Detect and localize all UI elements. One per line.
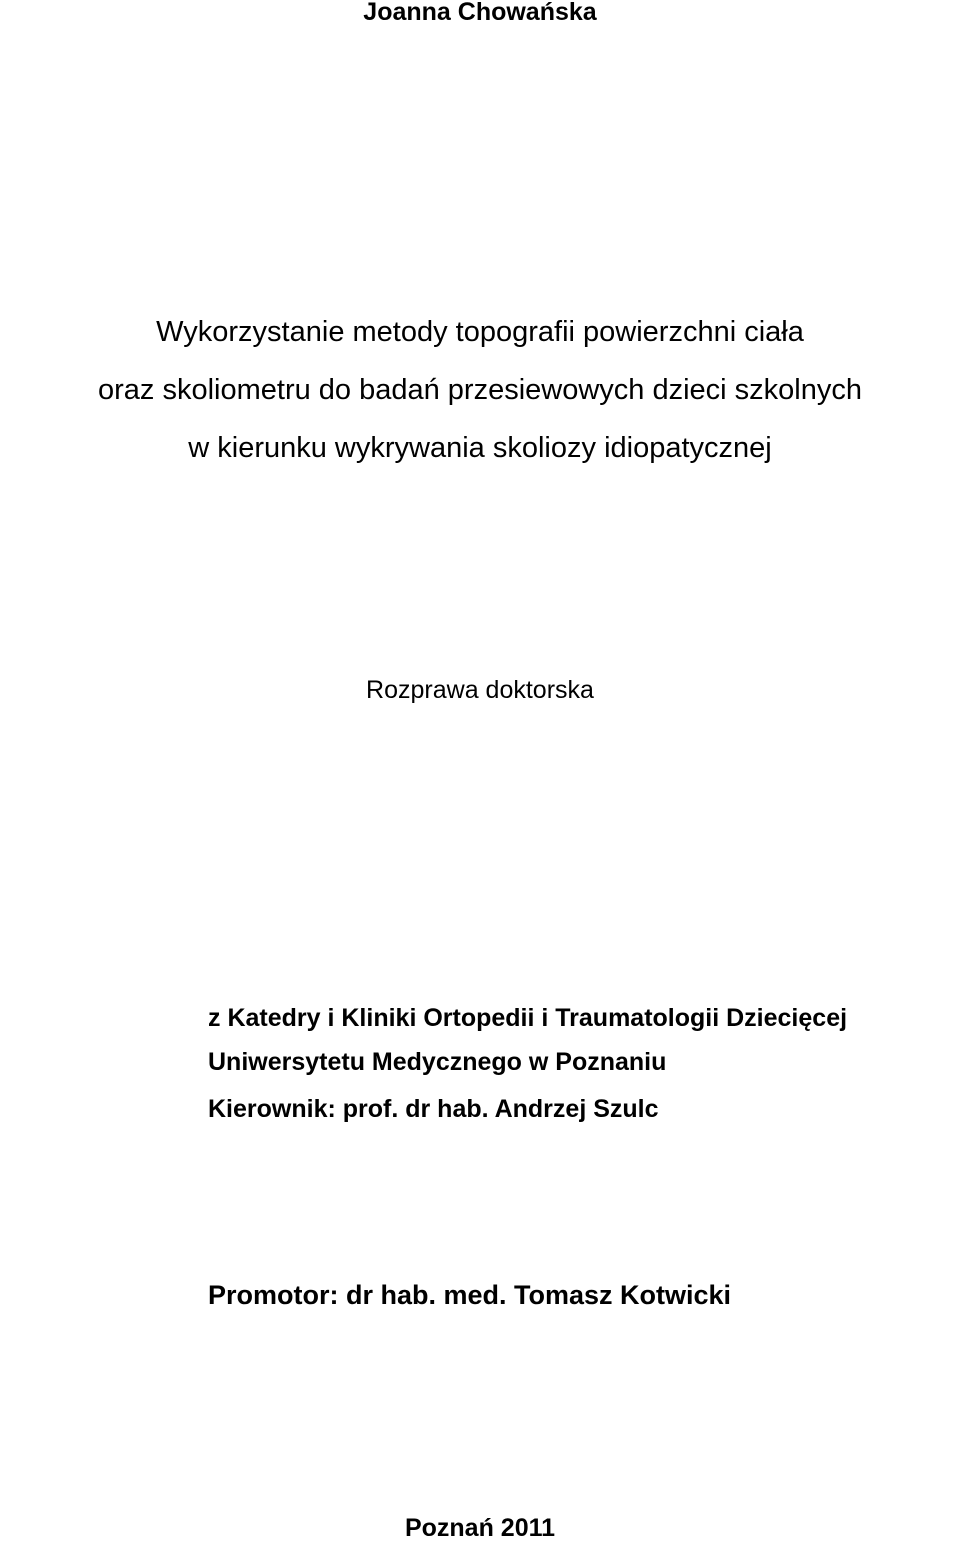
title-line-1: Wykorzystanie metody topografii powierzchni ciała bbox=[156, 316, 804, 348]
title-line-3: w kierunku wykrywania skoliozy idiopatycznej bbox=[188, 432, 772, 464]
thesis-type: Rozprawa doktorska bbox=[366, 676, 594, 704]
author-name: Joanna Chowańska bbox=[363, 0, 597, 26]
title-line-2: oraz skoliometru do badań przesiewowych dzieci szkolnych bbox=[97, 374, 863, 406]
supervisor-line: Promotor: dr hab. med. Tomasz Kotwicki bbox=[208, 1280, 732, 1310]
department-line: z Katedry i Kliniki Ortopedii i Traumatologii Dziecięcej bbox=[208, 1004, 848, 1032]
head-of-department-line: Kierownik: prof. dr hab. Andrzej Szulc bbox=[208, 1095, 659, 1123]
place-and-year: Poznań 2011 bbox=[404, 1514, 556, 1542]
university-line: Uniwersytetu Medycznego w Poznaniu bbox=[208, 1048, 667, 1076]
